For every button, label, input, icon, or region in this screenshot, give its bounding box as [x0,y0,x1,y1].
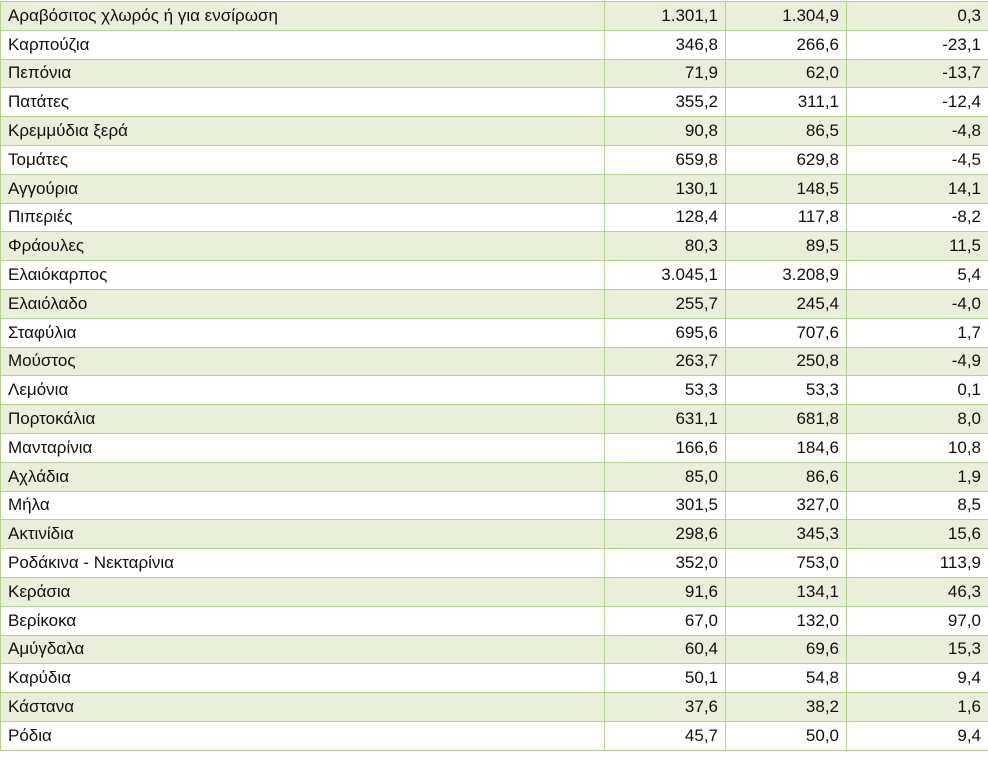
value-year-2: 134,1 [726,577,847,606]
percent-change: 10,8 [847,433,988,462]
percent-change: 9,4 [847,664,988,693]
percent-change: 0,1 [847,376,988,405]
value-year-2: 681,8 [726,405,847,434]
crop-name: Μήλα [1,491,605,520]
value-year-1: 130,1 [605,174,726,203]
table-row [1,405,988,434]
table-row [1,606,988,635]
crop-name: Πορτοκάλια [1,405,605,434]
value-year-1: 45,7 [605,721,726,750]
table-body [1,2,988,751]
table-row [1,261,988,290]
value-year-2: 266,6 [726,30,847,59]
value-year-2: 117,8 [726,203,847,232]
table-row [1,117,988,146]
table-row [1,635,988,664]
value-year-1: 60,4 [605,635,726,664]
value-year-2: 1.304,9 [726,2,847,31]
crop-name: Τομάτες [1,145,605,174]
crop-name: Αραβόσιτος χλωρός ή για ενσίρωση [1,2,605,31]
percent-change: 14,1 [847,174,988,203]
value-year-2: 345,3 [726,520,847,549]
crop-name: Ελαιόκαρπος [1,261,605,290]
value-year-1: 50,1 [605,664,726,693]
table-row [1,30,988,59]
value-year-2: 69,6 [726,635,847,664]
value-year-2: 86,5 [726,117,847,146]
crop-name: Σταφύλια [1,318,605,347]
value-year-2: 327,0 [726,491,847,520]
table-row [1,462,988,491]
value-year-1: 263,7 [605,347,726,376]
value-year-1: 301,5 [605,491,726,520]
value-year-1: 71,9 [605,59,726,88]
percent-change: 11,5 [847,232,988,261]
value-year-2: 245,4 [726,289,847,318]
table-row [1,59,988,88]
value-year-1: 631,1 [605,405,726,434]
value-year-1: 85,0 [605,462,726,491]
percent-change: -4,9 [847,347,988,376]
crop-name: Κεράσια [1,577,605,606]
value-year-1: 37,6 [605,693,726,722]
value-year-2: 132,0 [726,606,847,635]
crop-name: Φράουλες [1,232,605,261]
crop-name: Πεπόνια [1,59,605,88]
value-year-2: 184,6 [726,433,847,462]
percent-change: -13,7 [847,59,988,88]
table-row [1,520,988,549]
value-year-2: 707,6 [726,318,847,347]
table-row [1,2,988,31]
percent-change: 5,4 [847,261,988,290]
table-row [1,491,988,520]
table-row [1,376,988,405]
table-row [1,693,988,722]
crop-name: Ροδάκινα - Νεκταρίνια [1,549,605,578]
percent-change: 8,0 [847,405,988,434]
production-table [0,1,988,751]
value-year-2: 53,3 [726,376,847,405]
percent-change: -12,4 [847,88,988,117]
crop-name: Κάστανα [1,693,605,722]
crop-name: Αγγούρια [1,174,605,203]
percent-change: -4,8 [847,117,988,146]
percent-change: 0,3 [847,2,988,31]
table-row [1,577,988,606]
crop-name: Αμύγδαλα [1,635,605,664]
crop-name: Λεμόνια [1,376,605,405]
crop-name: Καρπούζια [1,30,605,59]
percent-change: 15,3 [847,635,988,664]
value-year-2: 50,0 [726,721,847,750]
crop-name: Ελαιόλαδο [1,289,605,318]
table-row [1,174,988,203]
table-row [1,232,988,261]
crop-name: Κρεμμύδια ξερά [1,117,605,146]
value-year-2: 311,1 [726,88,847,117]
value-year-1: 355,2 [605,88,726,117]
table-row [1,549,988,578]
percent-change: -8,2 [847,203,988,232]
percent-change: 97,0 [847,606,988,635]
value-year-1: 255,7 [605,289,726,318]
table-row [1,203,988,232]
value-year-1: 90,8 [605,117,726,146]
value-year-2: 3.208,9 [726,261,847,290]
value-year-1: 91,6 [605,577,726,606]
value-year-2: 250,8 [726,347,847,376]
crop-name: Καρύδια [1,664,605,693]
percent-change: -4,0 [847,289,988,318]
percent-change: 1,9 [847,462,988,491]
value-year-1: 695,6 [605,318,726,347]
percent-change: 1,6 [847,693,988,722]
value-year-1: 352,0 [605,549,726,578]
value-year-2: 753,0 [726,549,847,578]
value-year-1: 298,6 [605,520,726,549]
table-row [1,347,988,376]
table-row [1,318,988,347]
table-row [1,289,988,318]
value-year-1: 166,6 [605,433,726,462]
table-row [1,664,988,693]
table-row [1,88,988,117]
value-year-2: 89,5 [726,232,847,261]
value-year-2: 86,6 [726,462,847,491]
value-year-2: 54,8 [726,664,847,693]
percent-change: -23,1 [847,30,988,59]
value-year-2: 62,0 [726,59,847,88]
table-row [1,721,988,750]
crop-name: Ρόδια [1,721,605,750]
value-year-1: 346,8 [605,30,726,59]
percent-change: 9,4 [847,721,988,750]
crop-name: Ακτινίδια [1,520,605,549]
table-row [1,433,988,462]
crop-name: Μανταρίνια [1,433,605,462]
value-year-1: 128,4 [605,203,726,232]
crop-name: Βερίκοκα [1,606,605,635]
percent-change: 15,6 [847,520,988,549]
value-year-1: 3.045,1 [605,261,726,290]
percent-change: 46,3 [847,577,988,606]
percent-change: 8,5 [847,491,988,520]
table-row [1,145,988,174]
value-year-1: 659,8 [605,145,726,174]
percent-change: 113,9 [847,549,988,578]
value-year-1: 80,3 [605,232,726,261]
percent-change: -4,5 [847,145,988,174]
crop-name: Πατάτες [1,88,605,117]
value-year-2: 38,2 [726,693,847,722]
value-year-2: 629,8 [726,145,847,174]
crop-name: Μούστος [1,347,605,376]
crop-name: Αχλάδια [1,462,605,491]
percent-change: 1,7 [847,318,988,347]
crop-name: Πιπεριές [1,203,605,232]
value-year-1: 1.301,1 [605,2,726,31]
value-year-2: 148,5 [726,174,847,203]
value-year-1: 67,0 [605,606,726,635]
value-year-1: 53,3 [605,376,726,405]
